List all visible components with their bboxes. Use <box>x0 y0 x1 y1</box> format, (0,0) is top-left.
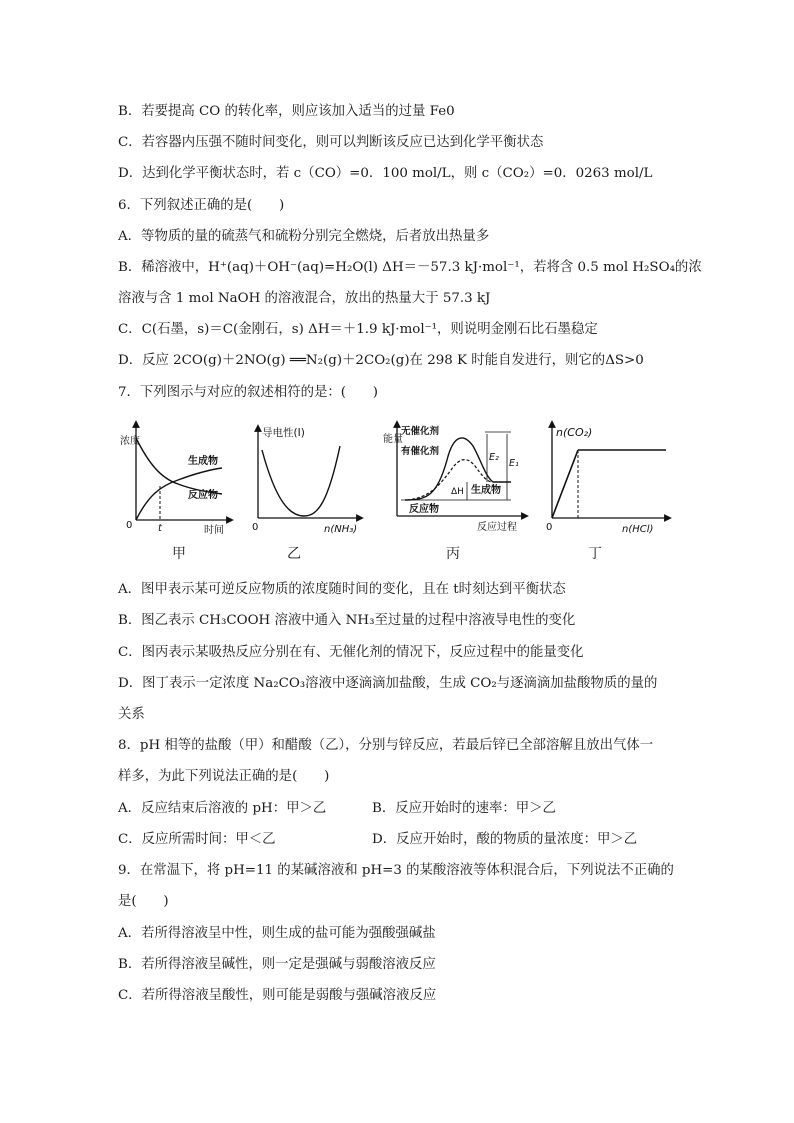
option-6b-line2: 溶液与含 1 mol NaOH 的溶液混合，放出的热量大于 57.3 kJ <box>118 291 491 306</box>
caption-jia: 甲 <box>172 546 186 562</box>
option-6d: D．反应 2CO(g)＋2NO(g) ══N₂(g)＋2CO₂(g)在 298 K 时能自发进行，则它的ΔS>0 <box>118 353 644 368</box>
figure-jia <box>118 420 236 535</box>
bing-with-catalyst: 有催化剂 <box>401 446 440 457</box>
option-6b-line1: B．稀溶液中，H⁺(aq)＋OH⁻(aq)=H₂O(l) ΔH＝－57.3 kJ·mol⁻¹，若将含 0.5 mol H₂SO₄的浓 <box>118 260 702 275</box>
caption-ding: 丁 <box>588 546 602 562</box>
option-8d: D．反应开始时，酸的物质的量浓度：甲＞乙 <box>372 832 638 847</box>
option-9a: A．若所得溶液呈中性，则生成的盐可能为强酸强碱盐 <box>118 926 436 941</box>
option-6c: C．C(石墨，s)＝C(金刚石，s) ΔH＝＋1.9 kJ·mol⁻¹，则说明金刚石比石墨稳定 <box>118 322 598 337</box>
option-7d-line2: 关系 <box>118 707 145 722</box>
option-7a: A．图甲表示某可逆反应物质的浓度随时间的变化，且在 t时刻达到平衡状态 <box>118 582 566 597</box>
option-7c: C．图丙表示某吸热反应分别在有、无催化剂的情况下，反应过程中的能量变化 <box>118 645 584 660</box>
option-8c: C．反应所需时间：甲＜乙 <box>118 832 276 847</box>
yi-origin: 0 <box>252 522 259 533</box>
yi-ylabel: 导电性(I) <box>262 427 305 439</box>
bing-reactant: 反应物 <box>409 504 439 515</box>
option-7b: B．图乙表示 CH₃COOH 溶液中通入 NH₃至过量的过程中溶液导电性的变化 <box>118 613 576 628</box>
jia-t-label: t <box>158 523 162 534</box>
option-9c: C．若所得溶液呈酸性，则可能是弱酸与强碱溶液反应 <box>118 988 437 1003</box>
option-8b: B．反应开始时的速率：甲＞乙 <box>372 801 556 816</box>
bing-xlabel: 反应过程 <box>477 522 517 533</box>
question-9-line2: 是( ) <box>118 894 169 909</box>
bing-e2: E₂ <box>489 452 499 463</box>
option-9b: B．若所得溶液呈碱性，则一定是强碱与弱酸溶液反应 <box>118 957 436 972</box>
jia-xlabel: 时间 <box>204 525 224 535</box>
bing-product: 生成物 <box>471 485 501 496</box>
ding-origin: 0 <box>546 522 553 533</box>
caption-bing: 丙 <box>446 546 460 562</box>
option-7d-line1: D．图丁表示一定浓度 Na₂CO₃溶液中逐滴滴加盐酸，生成 CO₂与逐滴滴加盐酸物质的量的 <box>118 676 658 691</box>
option-6a: A．等物质的量的硫蒸气和硫粉分别完全燃烧，后者放出热量多 <box>118 229 490 244</box>
option-5c: C．若容器内压强不随时间变化，则可以判断该反应已达到化学平衡状态 <box>118 135 544 150</box>
option-5b: B．若要提高 CO 的转化率，则应该加入适当的过量 Fe0 <box>118 104 455 119</box>
question-7: 7．下列图示与对应的叙述相符的是：( ) <box>118 385 378 400</box>
figure-bing <box>381 420 529 535</box>
bing-ylabel: 能量 <box>383 434 403 445</box>
figure-yi <box>248 422 364 535</box>
option-8a: A．反应结束后溶液的 pH：甲＞乙 <box>118 801 327 816</box>
bing-no-catalyst: 无催化剂 <box>401 426 440 437</box>
yi-xlabel: n(NH₃) <box>324 524 358 535</box>
question-6: 6．下列叙述正确的是( ) <box>118 198 285 213</box>
ding-xlabel: n(HCl) <box>622 524 654 535</box>
option-5d: D．达到化学平衡状态时，若 c（CO）=0．100 mol/L，则 c（CO₂）=0．0263 mol/L <box>118 166 653 181</box>
jia-curve-product: 生成物 <box>188 456 218 467</box>
bing-e1: E₁ <box>509 458 519 469</box>
ding-ylabel: n(CO₂) <box>556 426 593 439</box>
jia-ylabel: 浓度 <box>120 436 140 447</box>
jia-origin: 0 <box>126 520 133 531</box>
jia-curve-reactant: 反应物 <box>188 490 218 501</box>
figure-ding <box>542 420 672 535</box>
question-9-line1: 9．在常温下，将 pH=11 的某碱溶液和 pH=3 的某酸溶液等体积混合后，下列说法不正确的 <box>118 863 674 878</box>
bing-delta-h: ΔH <box>451 487 464 497</box>
question-8-line2: 样多，为此下列说法正确的是( ) <box>118 769 330 784</box>
caption-yi: 乙 <box>287 546 301 562</box>
question-8-line1: 8．pH 相等的盐酸（甲）和醋酸（乙），分别与锌反应，若最后锌已全部溶解且放出气体一 <box>118 738 654 753</box>
